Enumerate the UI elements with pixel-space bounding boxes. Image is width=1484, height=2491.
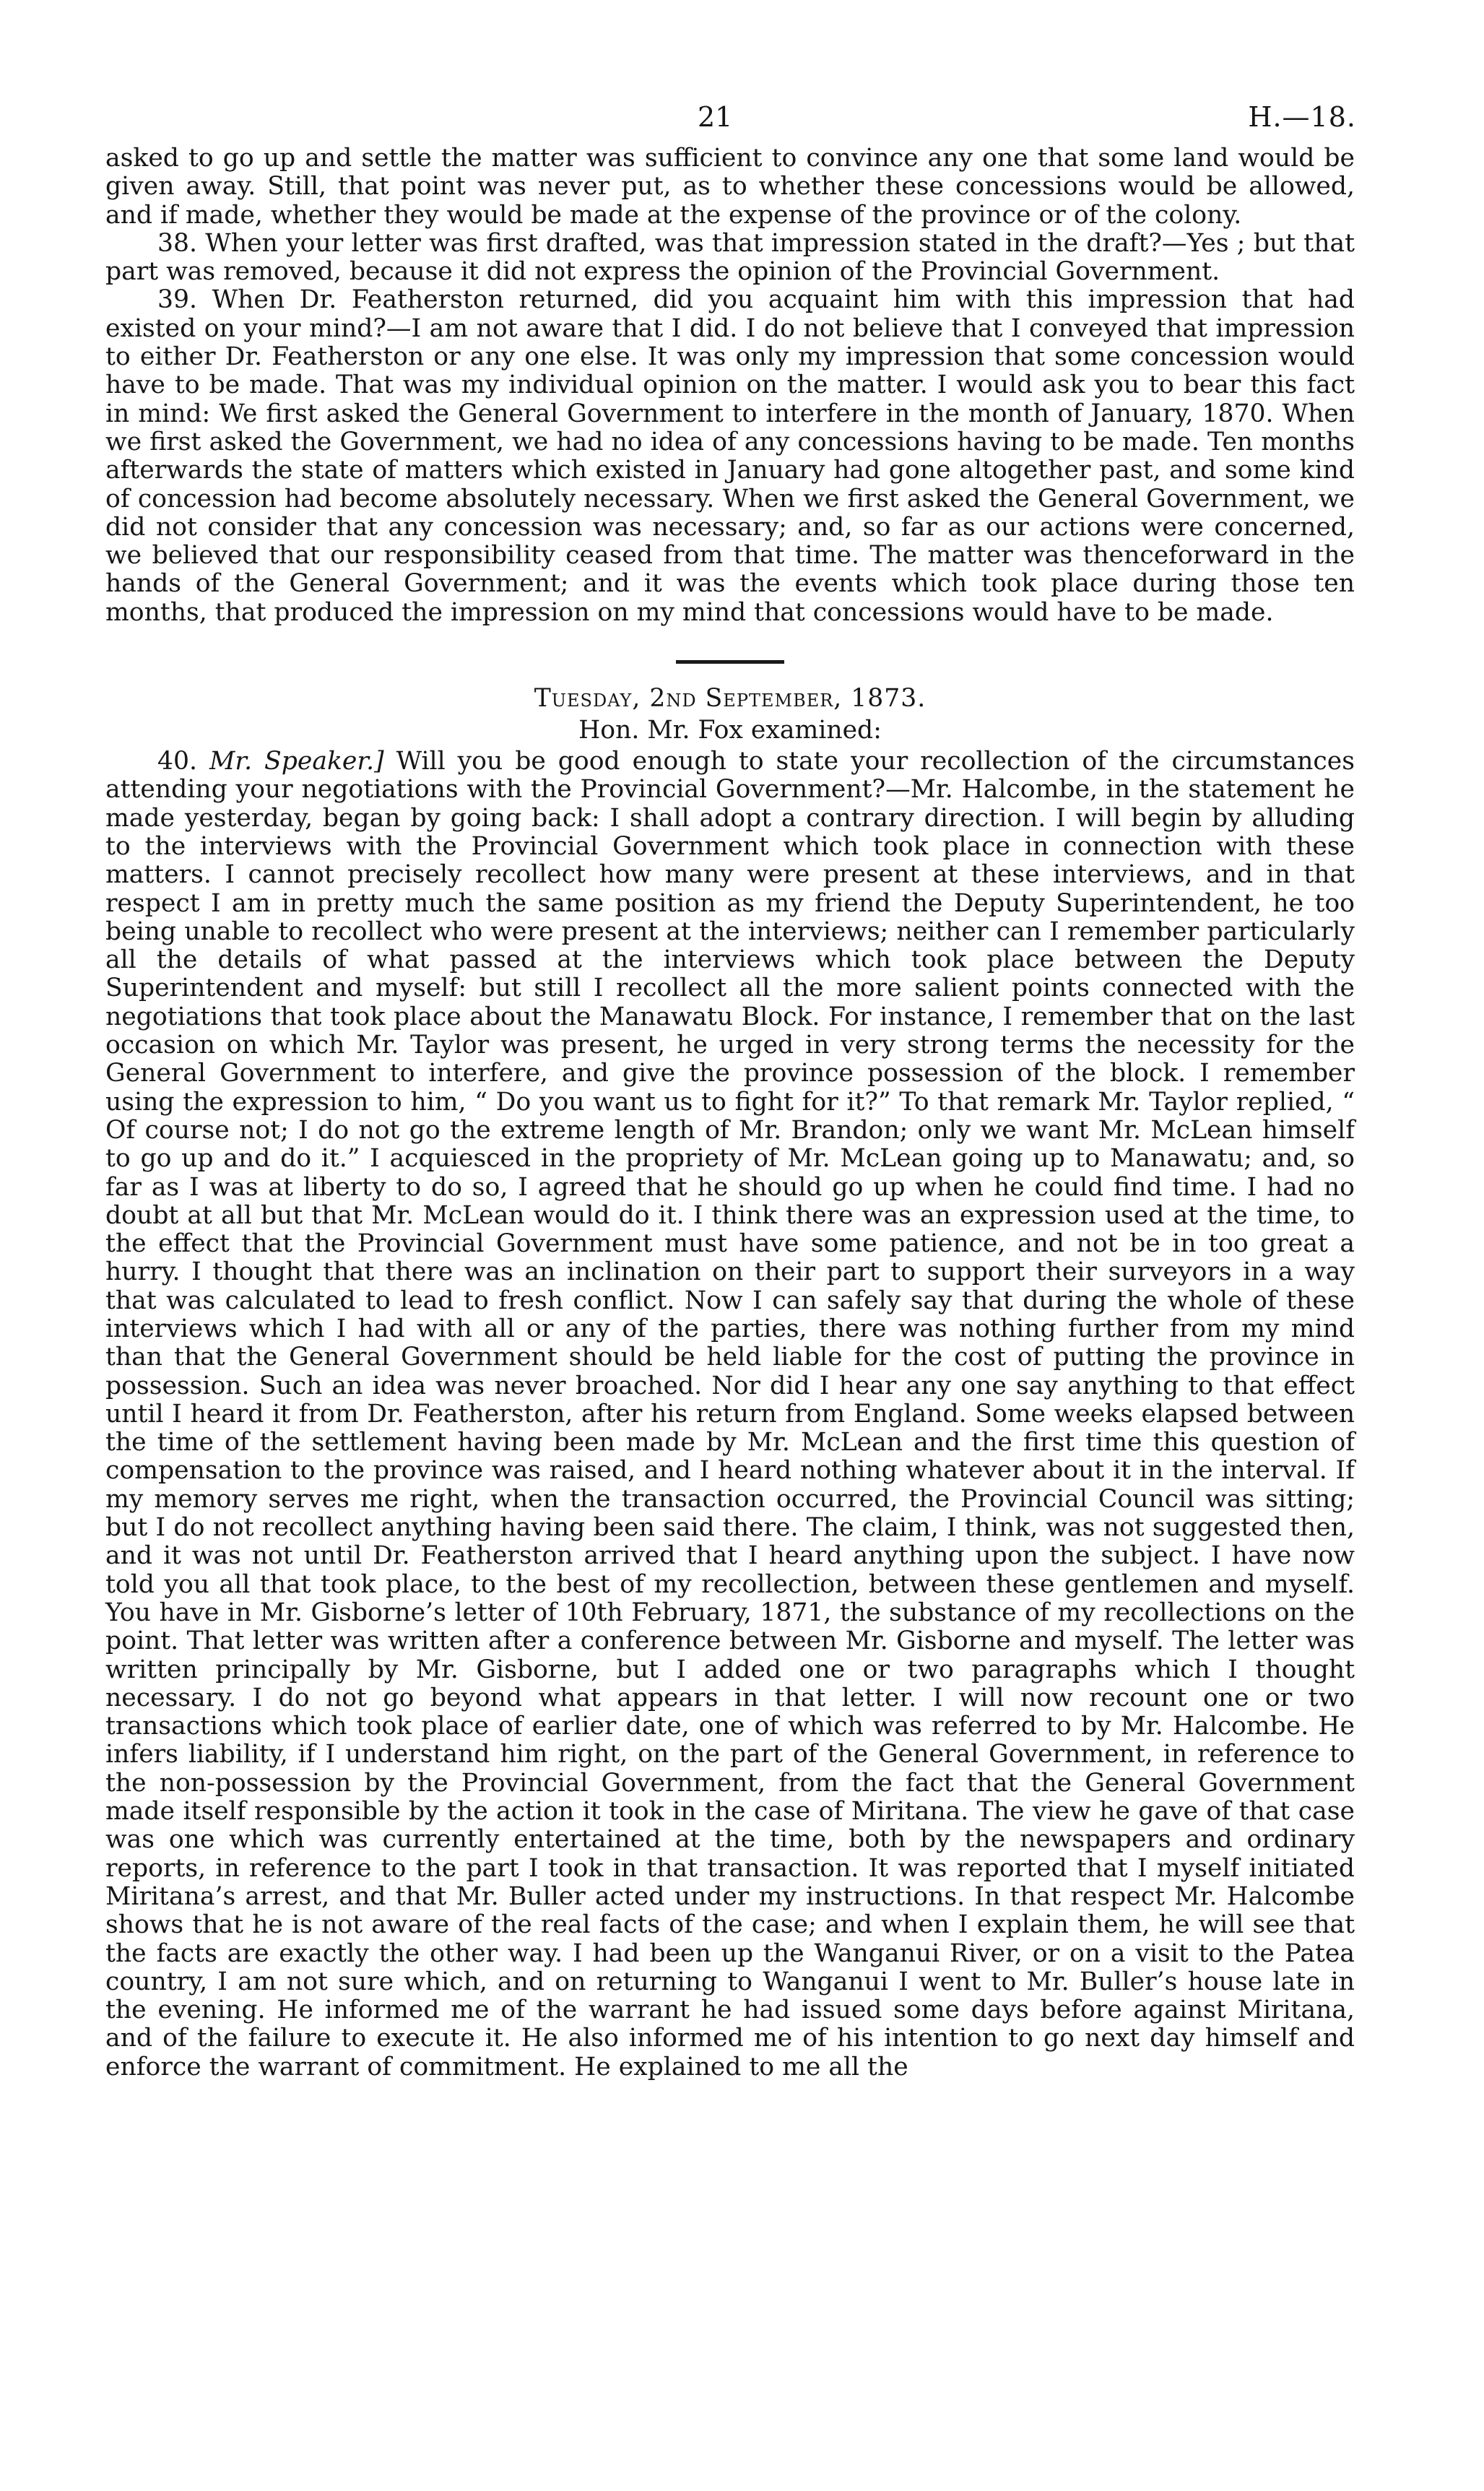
paragraph-38: 38. When your letter was first drafted, was that impression stated in the draft?—Yes ; but that part was removed, because it did not express the opinion of the Provincial Government. (105, 228, 1355, 287)
body-text (105, 144, 1355, 2081)
paragraph-40-text: Will you be good enough to state your recollection of the circumstances attending your negotiations with the Provincial Government?—Mr. Halcombe, in the statement he made yesterday, began by going back: I shall adopt a contrary direction. I will begin by alluding to the interviews with the Provincial Government which took place in connection with these matters. I cannot precisely recollect how many were present at these interviews, and in that respect I am in pretty much the same position as my friend the Deputy Superintendent, he too being unable to recollect who were present at the interviews; neither can I remember particularly all the details of what passed at the interviews which took place between the Deputy Superintendent and myself: but still I recollect all the more salient points connected with the negotiations that took place about the Manawatu Block. For instance, I remember that on the last occasion on which Mr. Taylor was present, he urged in very strong terms the necessity for the General Government to interfere, and give the province possession of the block. I remember using the expression to him, “ Do you want us to fight for it?” To that remark Mr. Taylor replied, “ Of course not; I do not go the extreme length of Mr. Brandon; only we want Mr. McLean himself to go up and do it.” I acquiesced in the propriety of Mr. McLean going up to Manawatu; and, so far as I was at liberty to do so, I agreed that he should go up when he could find time. I had no doubt at all but that Mr. McLean would do it. I think there was an expression used at the time, to the effect that the Provincial Government must have some patience, and not be in too great a hurry. I thought that there was an inclination on their part to support their surveyors in a way that was calculated to lead to fresh conflict. Now I can safely say that during the whole of these interviews which I had with all or any of the parties, there was nothing further from my mind than that the General Government should be held liable for the cost of putting the province in possession. Such an idea was never broached. Nor did I hear any one say anything to that effect until I heard it from Dr. Featherston, after his return from England. Some weeks elapsed between the time of the settlement having been made by Mr. McLean and the first time this question of compensation to the province was raised, and I heard nothing whatever about it in the interval. If my memory serves me right, when the transaction occurred, the Provincial Council was sitting; but I do not recollect anything having been said there. The claim, I think, was not suggested then, and it was not until Dr. Featherston arrived that I heard anything upon the subject. I have now told you all that took place, to the best of my recollection, between these gentlemen and myself. You have in Mr. Gisborne’s letter of 10th February, 1871, the substance of my recollections on the point. That letter was written after a conference between Mr. Gisborne and myself. The letter was written principally by Mr. Gisborne, but I added one or two paragraphs which I thought necessary. I do not go beyond what appears in that letter. I will now recount one or two transactions which took place of earlier date, one of which was referred to by Mr. Halcombe. He infers liability, if I understand him right, on the part of the General Government, in reference to the non-possession by the Provincial Government, from the fact that the General Government made itself responsible by the action it took in the case of Miritana. The view he gave of that case was one which was currently entertained at the time, both by the newspapers and ordinary reports, in reference to the part I took in that transaction. It was reported that I myself initiated Miritana’s arrest, and that Mr. Buller acted under my instructions. In that respect Mr. Halcombe shows that he is not aware of the real facts of the case; and when I explain them, he will see that the facts are exactly the other way. I had been up the Wanganui River, or on a visit to the Patea country, I am not sure which, and on returning to Wanganui I went to Mr. Buller’s house late in the evening. He informed me of the warrant he had issued some days before against Miritana, and of the failure to execute it. He also informed me of his intention to go next day himself and enforce the warrant of commitment. He explained to me all the (105, 747, 1355, 2081)
question-number: 40. (157, 747, 197, 776)
session-date-heading: Tuesday, 2nd September, 1873. (534, 684, 927, 714)
questioner: Mr. Speaker.] (209, 747, 384, 776)
document-reference: H.—18. (1248, 101, 1356, 133)
section-divider (676, 660, 784, 664)
page-number: 21 (698, 101, 733, 133)
document-page (105, 94, 1355, 2081)
paragraph-40 (105, 748, 1355, 2081)
paragraph-39: 39. When Dr. Featherston returned, did you acquaint him with this impression that had existed on your mind?—I am not aware that I did. I do not believe that I conveyed that impression to either Dr. Featherston or any one else. It was only my impression that some concession would have to be made. That was my individual opinion on the matter. I would ask you to bear this fact in mind: We first asked the General Government to interfere in the month of January, 1870. When we first asked the Government, we had no idea of any concessions having to be made. Ten months afterwards the state of matters which existed in January had gone altogether past, and some kind of concession had become absolutely necessary. When we first asked the General Government, we did not consider that any concession was necessary; and, so far as our actions were concerned, we believed that our responsibility ceased from that time. The matter was thenceforward in the hands of the General Government; and it was the events which took place during those ten months, that produced the impression on my mind that concessions would have to be made. (105, 285, 1355, 627)
page-header (105, 94, 1355, 144)
witness-heading: Hon. Mr. Fox examined: (578, 716, 882, 745)
paragraph-continuation: asked to go up and settle the matter was sufficient to convince any one that some land would be given away. Still, that point was never put, as to whether these concessions would be allowed, and if made, whether they would be made at the expense of the province or of the colony. (105, 144, 1355, 230)
